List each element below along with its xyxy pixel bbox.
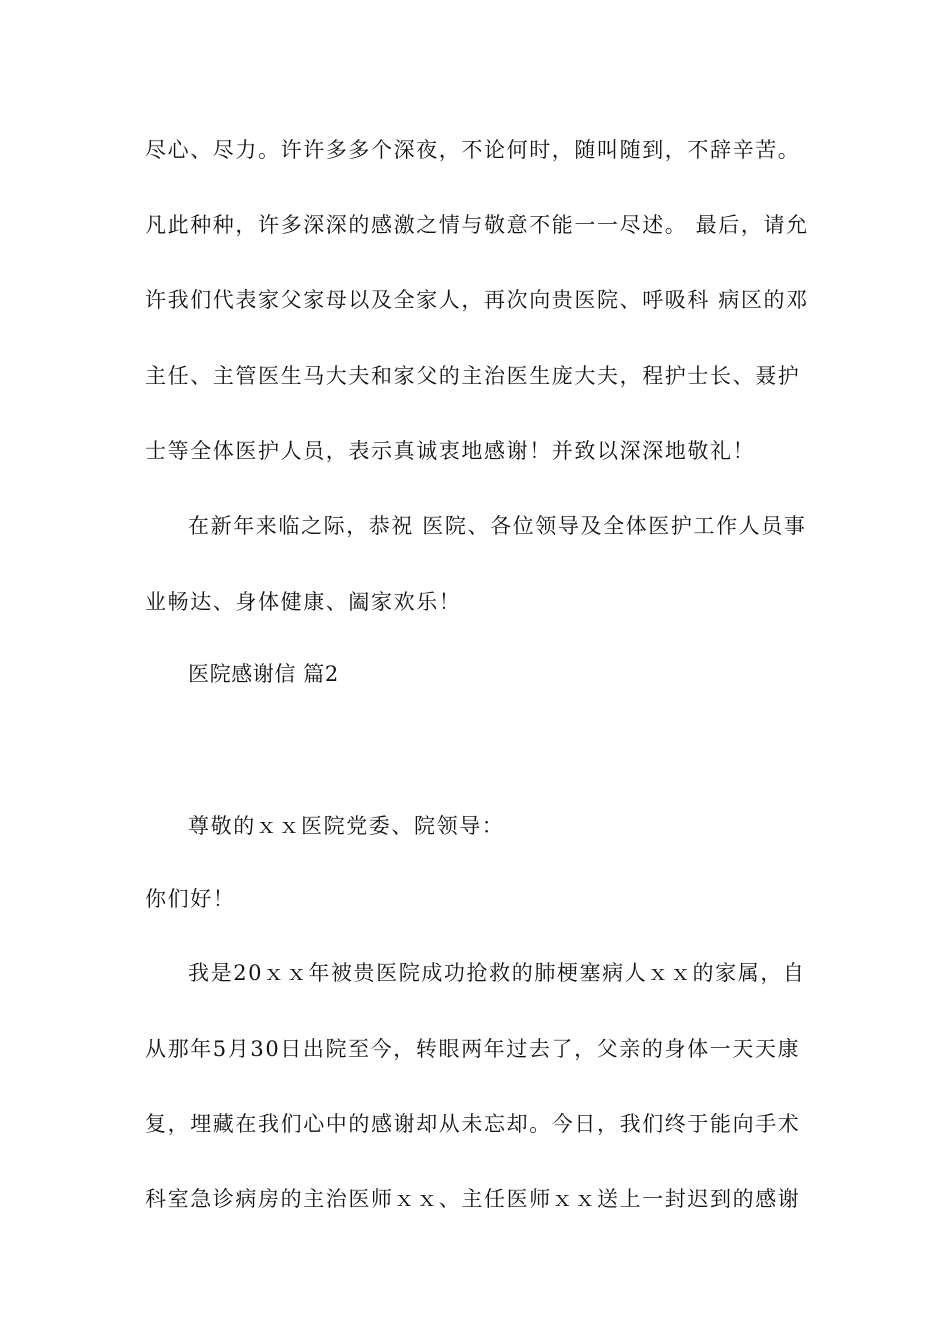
body-line-5: 士等全体医护人员，表示真诚衷地感谢！并致以深深地敬礼！: [145, 439, 756, 463]
body-line-3: 许我们代表家父家母以及全家人，再次向贵医院、呼吸科 病区的邓: [145, 288, 809, 312]
body-line-2: 凡此种种，许多深深的感激之情与敬意不能一一尽述。 最后，请允: [145, 213, 809, 237]
body-line-11: 科室急诊病房的主治医师ｘｘ、主任医师ｘｘ送上一封迟到的感谢: [145, 1187, 801, 1211]
body-line-10: 复，埋藏在我们心中的感谢却从未忘却。今日，我们终于能向手术: [145, 1112, 801, 1136]
body-line-6: 在新年来临之际，恭祝 医院、各位领导及全体医护工作人员事: [188, 514, 807, 538]
greeting-line: 你们好！: [145, 887, 236, 911]
salutation-line: 尊敬的ｘｘ医院党委、院领导：: [188, 814, 505, 838]
body-line-7: 业畅达、身体健康、阖家欢乐！: [145, 590, 462, 614]
body-line-4: 主任、主管医生马大夫和家父的主治医生庞大夫，程护士长、聂护: [145, 364, 801, 388]
section-heading: 医院感谢信 篇2: [188, 662, 339, 686]
body-line-9: 从那年5月30日出院至今，转眼两年过去了，父亲的身体一天天康: [145, 1037, 801, 1061]
body-line-8: 我是20ｘｘ年被贵医院成功抢救的肺梗塞病人ｘｘ的家属，自: [188, 961, 806, 985]
body-line-1: 尽心、尽力。许许多多个深夜，不论何时，随叫随到，不辞辛苦。: [145, 138, 801, 162]
